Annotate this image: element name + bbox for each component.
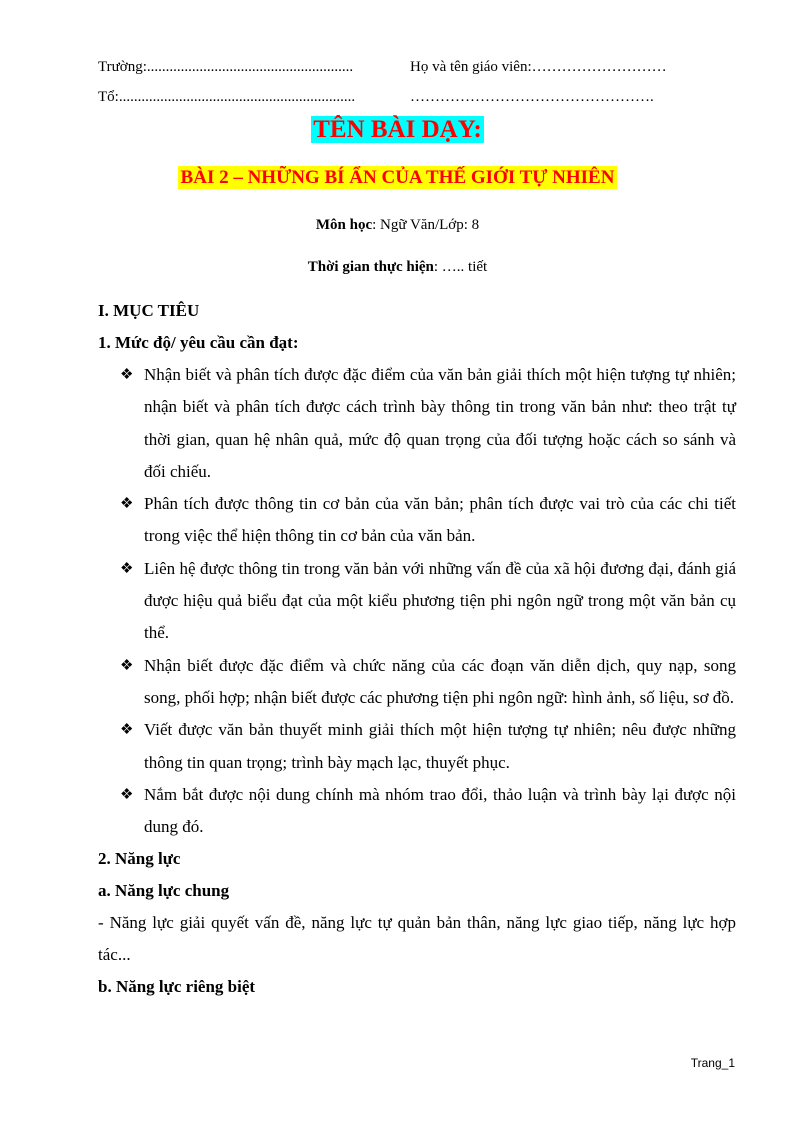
school-field: Trường:....................................................... bbox=[98, 59, 354, 75]
list-item bbox=[98, 553, 736, 650]
teacher-field: Họ và tên giáo viên:……………………… bbox=[410, 59, 667, 75]
duration-line bbox=[0, 256, 795, 278]
page-number: Trang_1 bbox=[690, 1056, 735, 1070]
duration-label: Thời gian thực hiện bbox=[307, 259, 434, 275]
subject-value: : Ngữ Văn/Lớp: 8 bbox=[372, 217, 480, 233]
duration-value: : ….. tiết bbox=[433, 259, 488, 275]
list-item bbox=[98, 779, 736, 844]
list-item bbox=[98, 650, 736, 715]
list-item bbox=[98, 488, 736, 553]
objective-text: Nhận biết và phân tích được đặc điểm của văn bản giải thích một hiện tượng tự nhiên; nhận biết và phân tích được cách trình bày thông tin trong văn bản như: theo trật tự thời gian, quan hệ nhân quả, mức độ quan trọng của đối tượng hoặc cách so sánh và đối chiếu. bbox=[144, 365, 736, 481]
lesson-title bbox=[0, 164, 795, 192]
diamond-bullet-icon: ❖ bbox=[120, 657, 134, 674]
objective-text: Nắm bắt được nội dung chính mà nhóm trao đổi, thảo luận và trình bày lại được nội dung đó. bbox=[144, 784, 736, 837]
list-item bbox=[98, 359, 736, 488]
diamond-bullet-icon: ❖ bbox=[120, 722, 134, 739]
subject-label: Môn học bbox=[315, 217, 373, 233]
subsection-specific-competence: b. Năng lực riêng biệt bbox=[98, 977, 256, 997]
header-row-1 bbox=[98, 56, 718, 78]
subsection-competence: 2. Năng lực bbox=[98, 849, 181, 869]
diamond-bullet-icon: ❖ bbox=[120, 786, 134, 803]
diamond-bullet-icon: ❖ bbox=[120, 367, 134, 383]
section-heading-objectives: I. MỤC TIÊU bbox=[98, 301, 200, 320]
diamond-bullet-icon: ❖ bbox=[120, 560, 134, 577]
objective-text: Nhận biết được đặc điểm và chức năng của các đoạn văn diễn dịch, quy nạp, song song, phối hợp; nhận biết được các phương tiện phi ngôn ngữ: hình ảnh, số liệu, sơ đồ. bbox=[144, 655, 736, 707]
objective-text: Viết được văn bản thuyết minh giải thích một hiện tượng tự nhiên; nêu được những thông tin quan trọng; trình bày mạch lạc, thuyết phục. bbox=[144, 720, 736, 772]
list-item bbox=[98, 714, 736, 779]
subsection-general-competence: a. Năng lực chung bbox=[98, 881, 230, 901]
diamond-bullet-icon: ❖ bbox=[120, 496, 134, 513]
lesson-heading bbox=[0, 114, 795, 146]
objective-text: Liên hệ được thông tin trong văn bản với những vấn đề của xã hội đương đại, đánh giá được hiệu quả biểu đạt của một kiểu phương tiện phi ngôn ngữ trong một văn bản cụ thể. bbox=[144, 558, 736, 643]
objectives-list bbox=[98, 359, 736, 843]
lesson-heading-text: TÊN BÀI DẠY: bbox=[313, 116, 482, 143]
teacher-field-continued: …………………………………………. bbox=[410, 89, 654, 105]
subject-line bbox=[0, 214, 795, 236]
general-competence-text: - Năng lực giải quyết vấn đề, năng lực tự quản bản thân, năng lực giao tiếp, năng lực hợp tác... bbox=[98, 913, 736, 965]
objective-text: Phân tích được thông tin cơ bản của văn bản; phân tích được vai trò của các chi tiết trong việc thể hiện thông tin cơ bản của văn bản. bbox=[144, 494, 736, 546]
main-content bbox=[98, 293, 736, 1003]
subsection-requirements: 1. Mức độ/ yêu cầu cần đạt: bbox=[98, 333, 299, 352]
lesson-title-text: BÀI 2 – NHỮNG BÍ ẨN CỦA THẾ GIỚI TỰ NHIÊN bbox=[178, 166, 618, 189]
group-field: Tổ:............................................................... bbox=[98, 89, 356, 105]
header-row-2 bbox=[98, 86, 718, 108]
